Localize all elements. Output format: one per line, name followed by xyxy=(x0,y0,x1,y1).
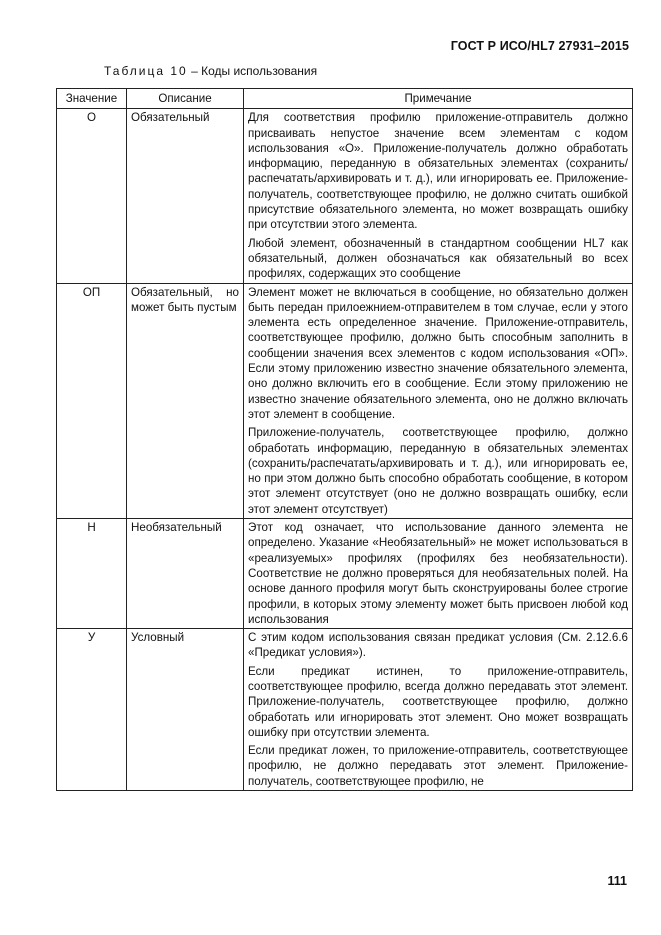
note-cell xyxy=(244,519,633,629)
note-paragraph: С этим кодом использования связан предикат условия (См. 2.12.6.6 «Предикат условия»). xyxy=(248,631,628,660)
column-header-note: Примечание xyxy=(244,89,633,109)
code-cell: О xyxy=(57,109,127,283)
note-paragraph: Любой элемент, обозначенный в стандартном сообщении HL7 как обязательный, должен обозначаться как обязательный во всех профилях, содержащих это сообщение xyxy=(248,236,628,281)
table-row xyxy=(57,109,633,283)
code-cell: У xyxy=(57,629,127,791)
usage-codes-table xyxy=(56,88,633,791)
table-row xyxy=(57,629,633,791)
note-paragraph: Элемент может не включаться в сообщение, но обязательно должен быть передан прилоежнием-отправителем в том случае, если у этого элемента есть определенное значение. Приложение-отправитель, соответствующее профилю, должно быть способным заполнить в сообщении значения всех элементов с кодом использования «ОП». Если этому приложению известно значение обязательного элемента, оно должно включить его в сообщение. Если этому приложению не известно значение обязательного элемента, оно не должно включать этот элемент в сообщение. xyxy=(248,285,628,421)
table-caption-title: – Коды использования xyxy=(191,64,318,78)
code-cell: Н xyxy=(57,519,127,629)
column-header-value: Значение xyxy=(57,89,127,109)
table-header-row xyxy=(57,89,633,109)
note-cell xyxy=(244,629,633,791)
table-caption xyxy=(104,64,317,78)
column-header-description: Описание xyxy=(127,89,244,109)
note-cell xyxy=(244,109,633,283)
table-row xyxy=(57,283,633,518)
note-paragraph: Если предикат истинен, то приложение-отправитель, соответствующее профилю, всегда должно передавать этот элемент. Приложение-получатель, соответствующее профилю, должно обработать или игнорировать этот элемент. Оно может возвращать ошибку при отсутствии элемента. xyxy=(248,664,628,739)
table-caption-label: Таблица 10 xyxy=(104,64,188,78)
note-cell xyxy=(244,283,633,518)
description-cell: Обязательный, но может быть пустым xyxy=(127,283,244,518)
note-paragraph: Этот код означает, что использование данного элемента не определено. Указание «Необязательный» не может использоваться в «реализуемых» профилях (профилях без необязательности). Соответствие не должно проверяться для необязательных полей. На основе данного профиля могут быть сконструированы более строгие профили, в которых этому элементу может быть присвоен любой код использования xyxy=(248,521,628,626)
note-paragraph: Для соответствия профилю приложение-отправитель должно присваивать непустое значение всем элементам с кодом использования «О». Приложение-получатель должно обработать информацию, переданную в обязательных элементах (сохранить/распечатать/архивировать и т. д.), или игнорировать ее. Приложение-получатель, соответствующее профилю, не должно считать ошибкой присутствие обязательного элемента, но может возвращать ошибку при отсутствии этого элемента. xyxy=(248,111,628,232)
note-paragraph: Приложение-получатель, соответствующее профилю, должно обработать информацию, переданную в обязательных элементах (сохранить/распечатать/архивировать и т. д.), или игнорировать ее, но при этом должно быть способно обработать сообщение, в котором этот элемент отсутствует (оно не должно возвращать ошибку, если этот элемент отсутствует) xyxy=(248,426,628,516)
description-cell: Условный xyxy=(127,629,244,791)
table-row xyxy=(57,519,633,629)
description-cell: Необязательный xyxy=(127,519,244,629)
page-number: 111 xyxy=(607,874,627,888)
description-cell: Обязательный xyxy=(127,109,244,283)
note-paragraph: Если предикат ложен, то приложение-отправитель, соответствующее профилю, не должно передавать этот элемент. Приложение-получатель, соответствующее профилю, не xyxy=(248,744,628,788)
document-standard-header: ГОСТ Р ИСО/HL7 27931–2015 xyxy=(450,39,629,53)
code-cell: ОП xyxy=(57,283,127,518)
